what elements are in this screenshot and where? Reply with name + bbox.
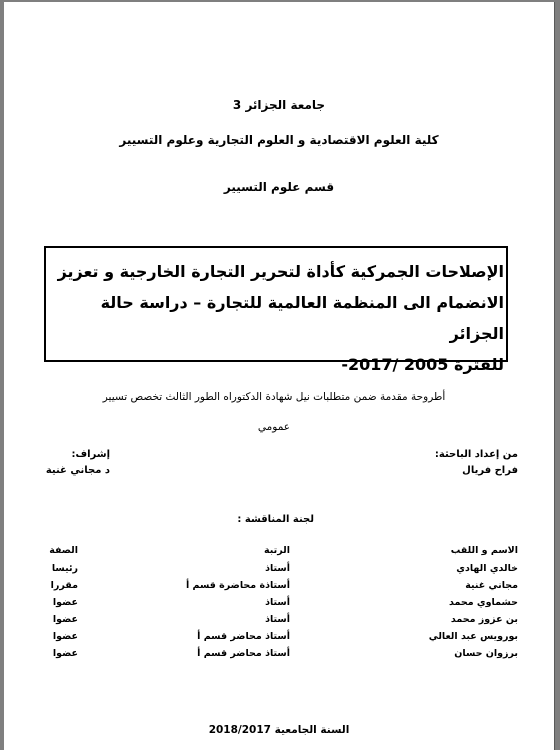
thesis-title-line-2: الانضمام الى المنظمة العالمية للتجارة – دراسة حالة الجزائر [100, 293, 504, 343]
faculty-name: كلية العلوم الاقتصادية و العلوم التجارية وعلوم التسيير [119, 133, 439, 147]
supervisor-label: إشراف: [71, 449, 110, 460]
prepared-by-label: من إعداد الباحثة: [434, 449, 518, 460]
committee-header-name: الاسم و اللقب [450, 545, 518, 556]
committee-member-role: عضوا [52, 631, 78, 642]
committee-member-role: مقررا [50, 580, 78, 591]
thesis-title-line-3: للفترة 2005 /2017- [341, 355, 504, 374]
committee-member-role: عضوا [52, 648, 78, 659]
committee-member-rank: أستاذ محاضر قسم أ [197, 631, 290, 642]
committee-header-role: الصفة [49, 545, 78, 556]
academic-year: السنة الجامعية 2018/2017 [208, 724, 350, 736]
committee-member-rank: أستاذة محاضرة قسم أ [185, 580, 290, 591]
committee-member-role: عضوا [52, 614, 78, 625]
committee-member-rank: أستاذ [265, 597, 290, 608]
supervisor-name: د مجاني غنية [45, 465, 110, 476]
thesis-subtitle-line-1: أطروحة مقدمة ضمن متطلبات نيل شهادة الدكتوراه الطور الثالث تخصص تسيير [102, 391, 446, 403]
committee-title: لجنة المناقشة : [237, 514, 314, 525]
committee-header-rank: الرتبة [264, 545, 290, 556]
committee-member-name: برزوان حسان [454, 648, 518, 659]
committee-member-role: عضوا [52, 597, 78, 608]
committee-member-name: مجاني غنية [465, 580, 518, 591]
committee-member-name: بن عزوز محمد [450, 614, 518, 625]
document-page [4, 2, 554, 750]
prepared-by-name: فراح فريال [462, 465, 518, 476]
committee-member-name: حشماوي محمد [449, 597, 518, 608]
department-name: قسم علوم التسيير [223, 180, 335, 194]
university-name: جامعة الجزائر 3 [232, 98, 326, 112]
thesis-subtitle [34, 382, 514, 442]
thesis-title [52, 256, 504, 380]
committee-member-role: رئيسا [51, 563, 78, 574]
committee-member-rank: أستاذ [265, 563, 290, 574]
committee-member-name: خالدي الهادي [456, 563, 518, 574]
committee-member-rank: أستاذ محاضر قسم أ [197, 648, 290, 659]
thesis-title-line-1: الإصلاحات الجمركية كأداة لتحرير التجارة الخارجية و تعزيز [57, 262, 504, 281]
committee-member-rank: أستاذ [265, 614, 290, 625]
committee-member-name: بورويس عبد العالي [428, 631, 518, 642]
thesis-subtitle-line-2: عمومي [257, 421, 291, 433]
